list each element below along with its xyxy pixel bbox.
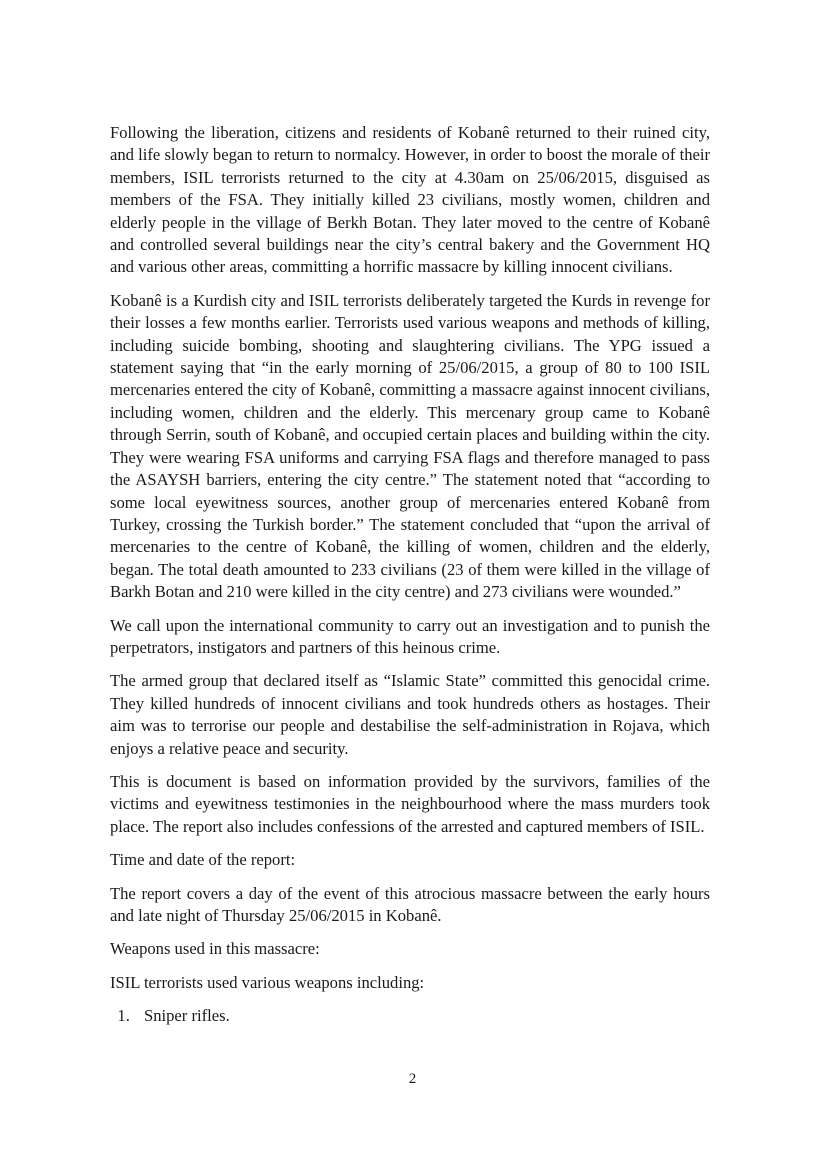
paragraph-report-coverage: The report covers a day of the event of this atrocious massacre between the early hours and late night of Thursday 25/06/2015 in Kobanê. bbox=[110, 883, 710, 925]
paragraph-islamic-state: The armed group that declared itself as “Islamic State” committed this genocidal crime. They killed hundreds of innocent civilians and took hundreds others as hostages. Their aim was to terrorise our people and destabilise the self-administration in Rojava, which enjoys a relative peace and security. bbox=[110, 671, 710, 758]
paragraph-call-for-investigation: We call upon the international community to carry out an investigation and to punish the perpetrators, instigators and partners of this heinous crime. bbox=[110, 615, 710, 657]
paragraph-sources: This is document is based on information provided by the survivors, families of the victims and eyewitness testimonies in the neighbourhood where the mass murders took place. The report also includes confessions of the arrested and captured members of ISIL. bbox=[110, 771, 710, 836]
weapons-list bbox=[110, 1005, 710, 1027]
document-body bbox=[110, 122, 710, 1028]
list-item: 1. Sniper rifles. bbox=[134, 1005, 710, 1027]
paragraph-weapons-intro: ISIL terrorists used various weapons including: bbox=[110, 972, 425, 992]
heading-weapons-used: Weapons used in this massacre: bbox=[110, 939, 320, 959]
paragraph-ypg-statement: Kobanê is a Kurdish city and ISIL terrorists deliberately targeted the Kurds in revenge for their losses a few months earlier. Terrorists used various weapons and methods of killing, including suicide bombing, shooting and slaughtering civilians. The YPG issued a statement saying that “in the early morning of 25/06/2015, a group of 80 to 100 ISIL mercenaries entered the city of Kobanê, committing a massacre against innocent civilians, including women, children and the elderly. This mercenary group came to Kobanê through Serrin, south of Kobanê, and occupied certain places and building within the city. They were wearing FSA uniforms and carrying FSA flags and therefore managed to pass the ASAYSH barriers, entering the city centre.” The statement noted that “according to some local eyewitness sources, another group of mercenaries entered Kobanê from Turkey, crossing the Turkish border.” The statement concluded that “upon the arrival of mercenaries to the centre of Kobanê, the killing of women, children and the elderly, began. The total death amounted to 233 civilians (23 of them were killed in the village of Barkh Botan and 210 were killed in the city centre) and 273 civilians were wounded.” bbox=[110, 290, 710, 602]
page-number: 2 bbox=[408, 1071, 417, 1087]
paragraph-liberation: Following the liberation, citizens and residents of Kobanê returned to their ruined city, and life slowly began to return to normalcy. However, in order to boost the morale of their members, ISIL terrorists returned to the city at 4.30am on 25/06/2015, disguised as members of the FSA. They initially killed 23 civilians, mostly women, children and elderly people in the village of Berkh Botan. They later moved to the centre of Kobanê and controlled several buildings near the city’s central bakery and the Government HQ and various other areas, committing a horrific massacre by killing innocent civilians. bbox=[110, 123, 710, 277]
heading-time-and-date: Time and date of the report: bbox=[110, 850, 296, 870]
